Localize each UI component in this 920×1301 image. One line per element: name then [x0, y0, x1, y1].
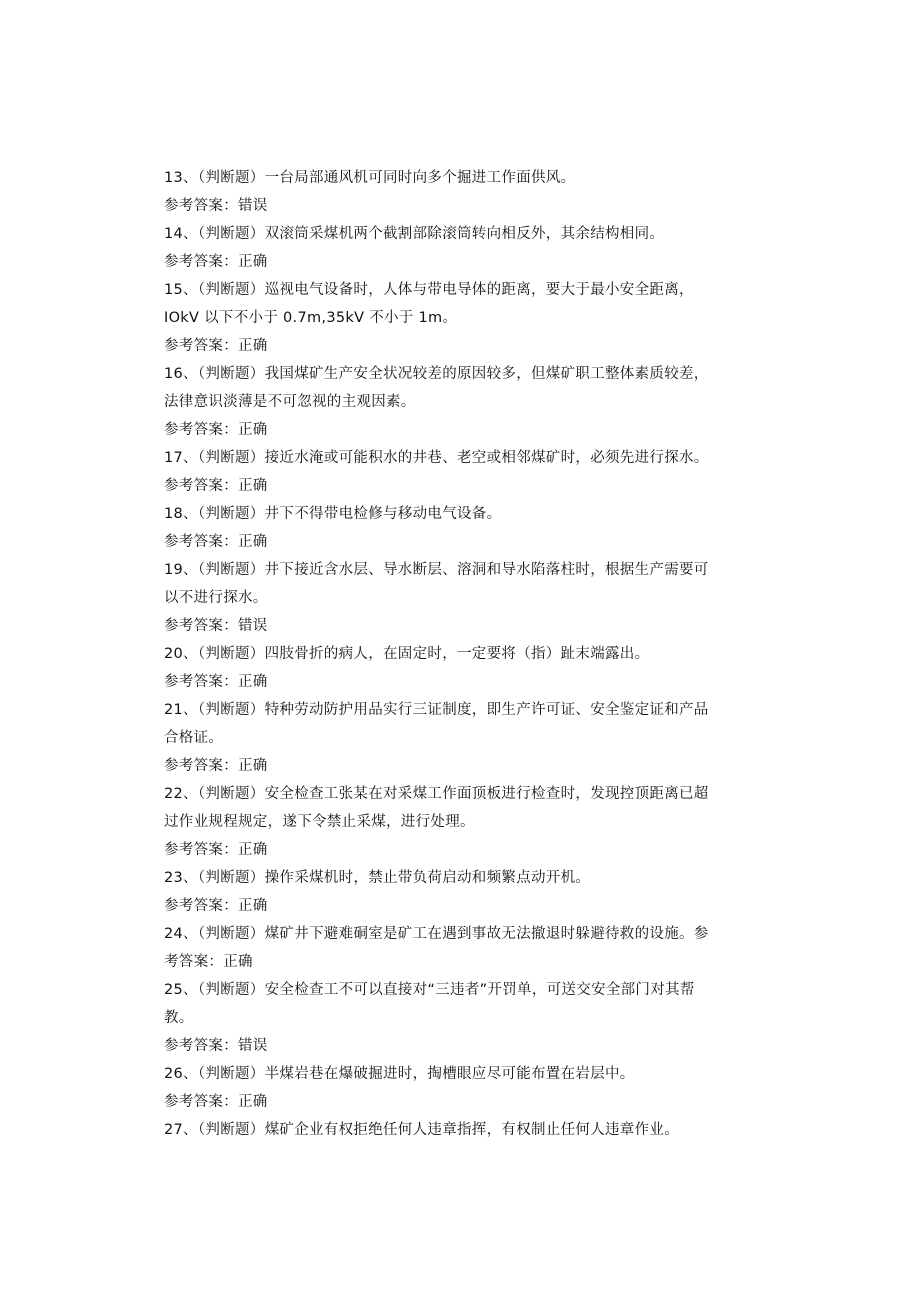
question-item: [164, 696, 754, 780]
document-page: [164, 164, 754, 1144]
question-item: [164, 164, 754, 220]
answer-text: 参考答案：错误: [164, 198, 268, 214]
question-text: 考答案：正确: [164, 954, 253, 970]
question-text: 26、（判断题）半煤岩巷在爆破掘进时，掏槽眼应尽可能布置在岩层中。: [164, 1066, 635, 1082]
question-item: [164, 864, 754, 920]
answer-text: 参考答案：正确: [164, 254, 268, 270]
question-text: 16、（判断题）我国煤矿生产安全状况较差的原因较多，但煤矿职工整体素质较差，: [164, 366, 709, 382]
question-item: [164, 1116, 754, 1144]
question-text: 17、（判断题）接近水淹或可能积水的井巷、老空或相邻煤矿时，必须先进行探水。: [164, 450, 709, 466]
answer-text: 参考答案：正确: [164, 1094, 268, 1110]
question-item: [164, 360, 754, 444]
question-item: [164, 276, 754, 360]
question-text: 合格证。: [164, 730, 224, 746]
question-item: [164, 780, 754, 864]
question-text: 19、（判断题）井下接近含水层、导水断层、溶洞和导水陷落柱时，根据生产需要可: [164, 562, 709, 578]
answer-text: 参考答案：错误: [164, 1038, 268, 1054]
question-text: 22、（判断题）安全检查工张某在对采煤工作面顶板进行检查时，发现控顶距离已超: [164, 786, 709, 802]
question-text: 24、（判断题）煤矿井下避难硐室是矿工在遇到事故无法撤退时躲避待救的设施。参: [164, 926, 709, 942]
question-text: 27、（判断题）煤矿企业有权拒绝任何人违章指挥，有权制止任何人违章作业。: [164, 1122, 679, 1138]
answer-text: 参考答案：正确: [164, 478, 268, 494]
answer-text: 参考答案：正确: [164, 422, 268, 438]
question-text: 14、（判断题）双滚筒采煤机两个截割部除滚筒转向相反外，其余结构相同。: [164, 226, 665, 242]
question-text: 过作业规程规定，遂下令禁止采煤，进行处理。: [164, 814, 475, 830]
answer-text: 参考答案：正确: [164, 842, 268, 858]
question-text: 23、（判断题）操作采煤机时，禁止带负荷启动和频繁点动开机。: [164, 870, 591, 886]
question-item: [164, 976, 754, 1060]
question-item: [164, 640, 754, 696]
question-text: 以不进行探水。: [164, 590, 268, 606]
question-item: [164, 500, 754, 556]
answer-text: 参考答案：错误: [164, 618, 268, 634]
question-item: [164, 220, 754, 276]
question-text: 25、（判断题）安全检查工不可以直接对“三违者”开罚单，可送交安全部门对其帮: [164, 982, 695, 998]
answer-text: 参考答案：正确: [164, 338, 268, 354]
question-text: 18、（判断题）井下不得带电检修与移动电气设备。: [164, 506, 502, 522]
question-text: 13、（判断题）一台局部通风机可同时向多个掘进工作面供风。: [164, 170, 576, 186]
question-text: IOkV 以下不小于 0.7m,35kV 不小于 1m。: [164, 310, 458, 326]
answer-text: 参考答案：正确: [164, 898, 268, 914]
question-text: 20、（判断题）四肢骨折的病人，在固定时，一定要将（指）趾末端露出。: [164, 646, 650, 662]
answer-text: 参考答案：正确: [164, 534, 268, 550]
question-item: [164, 1060, 754, 1116]
question-item: [164, 920, 754, 976]
question-item: [164, 444, 754, 500]
question-text: 21、（判断题）特种劳动防护用品实行三证制度，即生产许可证、安全鉴定证和产品: [164, 702, 709, 718]
question-text: 15、（判断题）巡视电气设备时，人体与带电导体的距离，要大于最小安全距离，: [164, 282, 694, 298]
question-item: [164, 556, 754, 640]
answer-text: 参考答案：正确: [164, 674, 268, 690]
question-text: 教。: [164, 1010, 194, 1026]
answer-text: 参考答案：正确: [164, 758, 268, 774]
question-text: 法律意识淡薄是不可忽视的主观因素。: [164, 394, 416, 410]
